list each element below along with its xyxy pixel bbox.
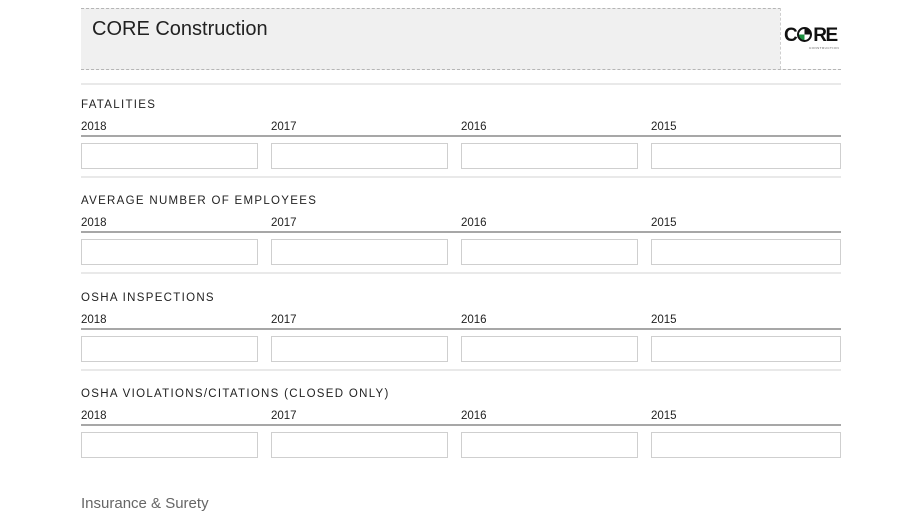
section-title: FATALITIES <box>81 99 157 111</box>
violations-2017-input[interactable] <box>271 432 448 458</box>
employees-2015-input[interactable] <box>651 239 841 265</box>
year-label: 2018 <box>81 217 107 229</box>
year-label: 2016 <box>461 410 487 422</box>
section-title: OSHA VIOLATIONS/CITATIONS (CLOSED ONLY) <box>81 388 390 400</box>
year-label: 2016 <box>461 314 487 326</box>
year-label: 2018 <box>81 410 107 422</box>
logo-wordmark <box>784 25 837 47</box>
inspections-2017-input[interactable] <box>271 336 448 362</box>
fatalities-2016-input[interactable] <box>461 143 638 169</box>
section-divider <box>81 272 841 274</box>
year-label: 2015 <box>651 410 677 422</box>
employees-2016-input[interactable] <box>461 239 638 265</box>
violations-2015-input[interactable] <box>651 432 841 458</box>
section-title: AVERAGE NUMBER OF EMPLOYEES <box>81 195 318 207</box>
fatalities-2017-input[interactable] <box>271 143 448 169</box>
core-logo-icon <box>797 27 812 42</box>
inspections-2015-input[interactable] <box>651 336 841 362</box>
fatalities-2015-input[interactable] <box>651 143 841 169</box>
page-header <box>81 8 841 70</box>
violations-2016-input[interactable] <box>461 432 638 458</box>
year-divider <box>81 135 841 137</box>
company-logo <box>780 8 841 69</box>
year-label: 2018 <box>81 314 107 326</box>
year-divider <box>81 231 841 233</box>
year-label: 2015 <box>651 121 677 133</box>
year-label: 2018 <box>81 121 107 133</box>
year-label: 2015 <box>651 314 677 326</box>
inspections-2016-input[interactable] <box>461 336 638 362</box>
section-divider <box>81 369 841 371</box>
violations-2018-input[interactable] <box>81 432 258 458</box>
year-label: 2017 <box>271 121 297 133</box>
year-label: 2017 <box>271 217 297 229</box>
logo-text-left: C <box>784 25 797 46</box>
section-heading-insurance-surety: Insurance & Surety <box>81 495 209 512</box>
logo-text-right: RE <box>813 25 837 46</box>
company-title: CORE Construction <box>92 18 268 40</box>
year-label: 2017 <box>271 314 297 326</box>
fatalities-2018-input[interactable] <box>81 143 258 169</box>
employees-2018-input[interactable] <box>81 239 258 265</box>
logo-subtext: CONSTRUCTION <box>809 46 840 50</box>
year-label: 2016 <box>461 217 487 229</box>
year-label: 2015 <box>651 217 677 229</box>
employees-2017-input[interactable] <box>271 239 448 265</box>
header-divider <box>81 83 841 85</box>
year-label: 2016 <box>461 121 487 133</box>
year-divider <box>81 328 841 330</box>
year-label: 2017 <box>271 410 297 422</box>
year-divider <box>81 424 841 426</box>
section-title: OSHA INSPECTIONS <box>81 292 215 304</box>
inspections-2018-input[interactable] <box>81 336 258 362</box>
section-divider <box>81 176 841 178</box>
